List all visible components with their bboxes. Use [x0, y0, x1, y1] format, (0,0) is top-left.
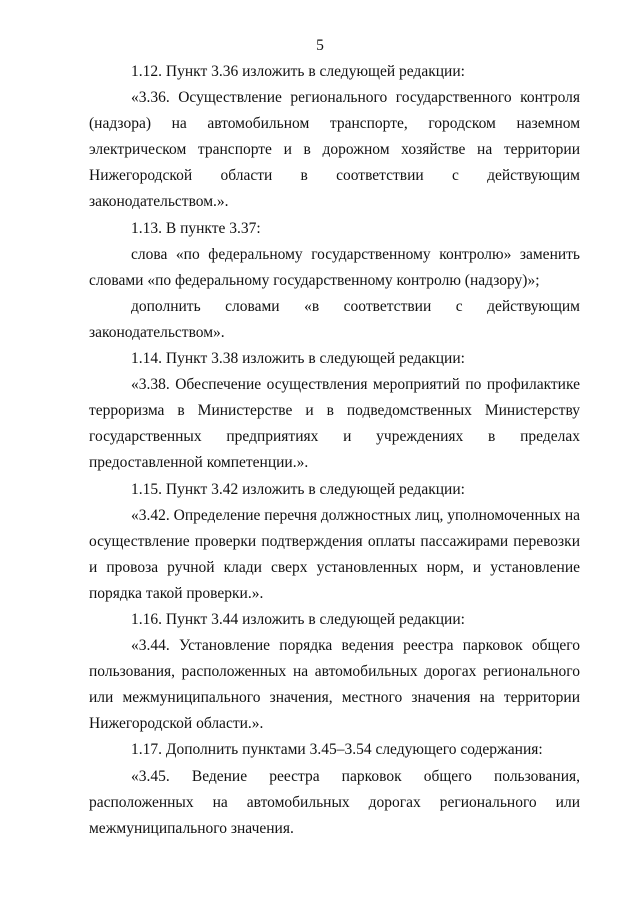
- paragraph-1-13-add-words: дополнить словами «в соответствии с действующим законодательством».: [89, 297, 580, 341]
- paragraph-3-36-text: «3.36. Осуществление регионального государственного контроля (надзора) на автомобильном транспорте, городском наземном электрическом транспорте и в дорожном хозяйстве на территории Нижегородской области в соответствии с действующим законодательством.».: [89, 89, 580, 211]
- paragraph-1-17-heading: 1.17. Дополнить пунктами 3.45–3.54 следующего содержания:: [131, 741, 543, 759]
- paragraph-1-15-heading: 1.15. Пункт 3.42 изложить в следующей редакции:: [131, 480, 465, 498]
- paragraph-3-44-text: «3.44. Установление порядка ведения реестра парковок общего пользования, расположенных на автомобильных дорогах регионального или межмуниципального значения, местного значения на территории Нижегородской области.».: [89, 637, 580, 733]
- paragraph-1-12-heading: 1.12. Пункт 3.36 изложить в следующей редакции:: [131, 63, 465, 80]
- paragraph-3-45-text: «3.45. Ведение реестра парковок общего пользования, расположенных на автомобильных дорогах регионального или межмуниципального значения.: [89, 767, 580, 837]
- paragraph-3-42-text: «3.42. Определение перечня должностных лиц, уполномоченных на осуществление проверки подтверждения оплаты пассажирами перевозки и провоза ручной клади сверх установленных норм, и установление порядка такой проверки.».: [89, 506, 580, 602]
- paragraph-1-16-heading: 1.16. Пункт 3.44 изложить в следующей редакции:: [131, 610, 465, 628]
- paragraph-1-13-replace-words: слова «по федеральному государственному контролю» заменить словами «по федеральному государственному контролю (надзору)»;: [89, 245, 580, 289]
- page-number: 5: [316, 37, 324, 54]
- document-body: [89, 59, 580, 842]
- paragraph-1-13-heading: 1.13. В пункте 3.37:: [131, 219, 261, 237]
- paragraph-1-14-heading: 1.14. Пункт 3.38 изложить в следующей редакции:: [131, 350, 465, 368]
- paragraph-3-38-text: «3.38. Обеспечение осуществления мероприятий по профилактике терроризма в Министерстве и в подведомственных Министерству государственных предприятиях и учреждениях в пределах предоставленной компетенции.».: [89, 376, 580, 472]
